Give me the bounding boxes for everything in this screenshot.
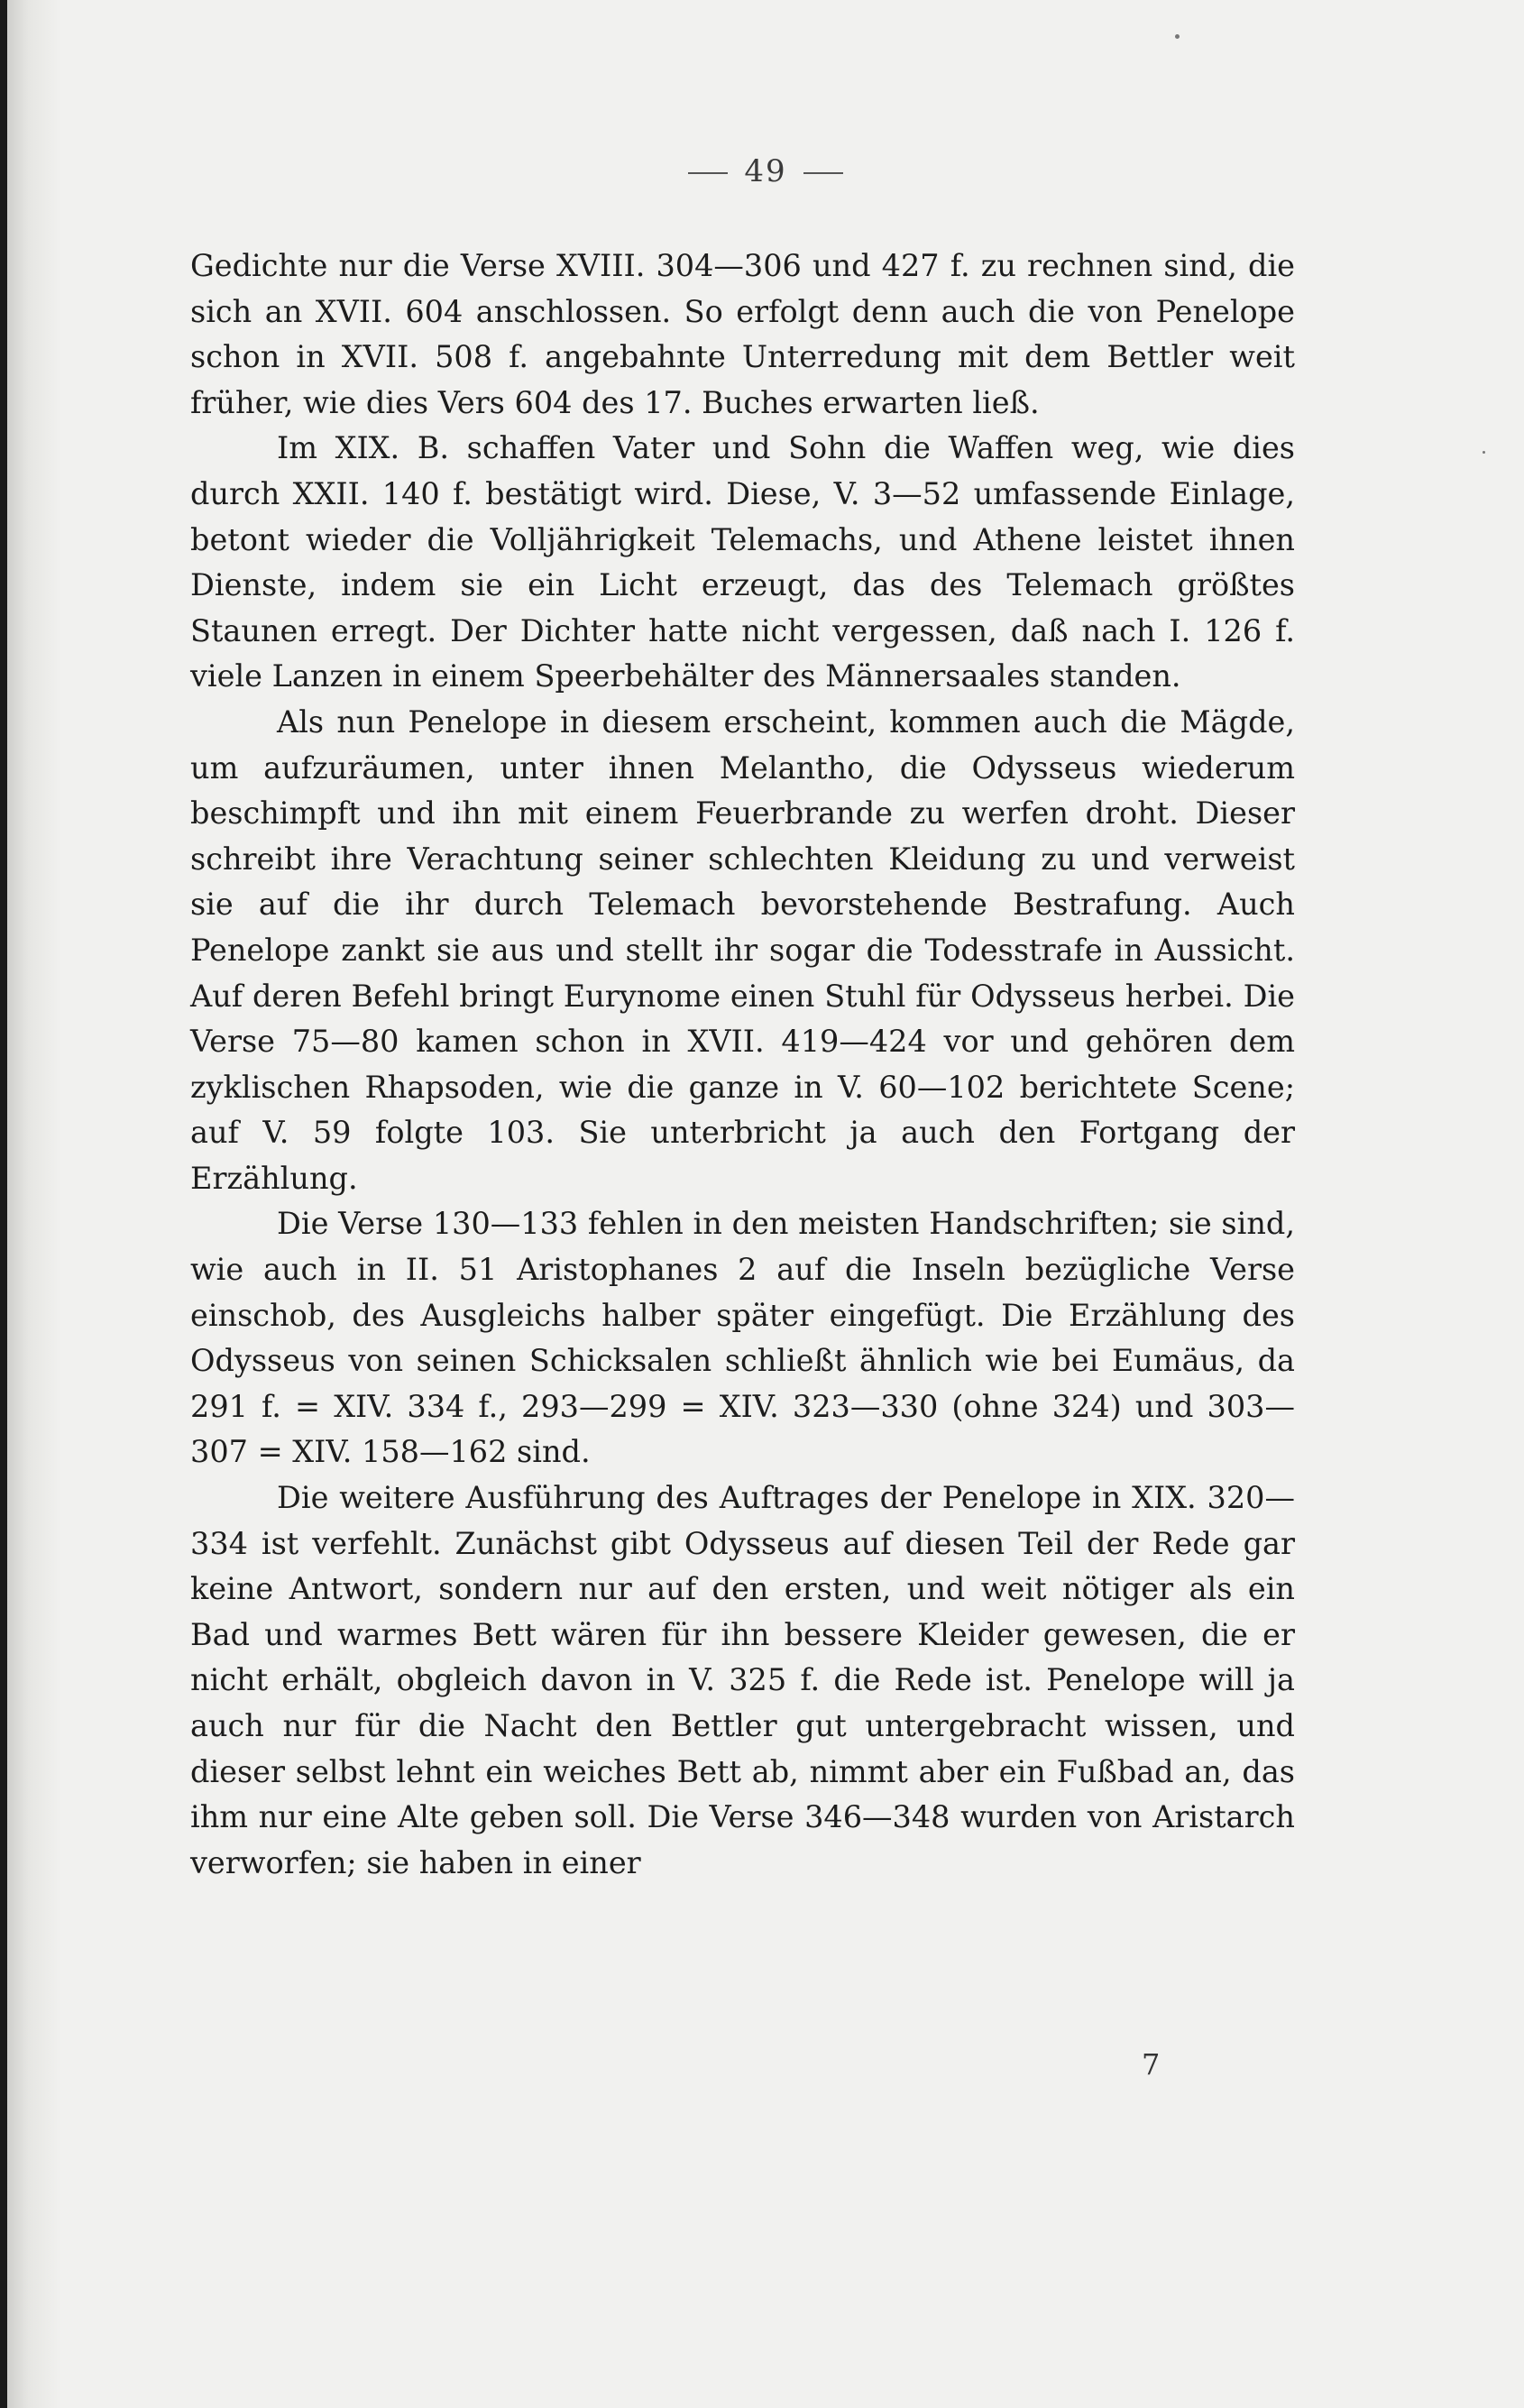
book-page — [7, 0, 1524, 2408]
header-dash-left — [688, 172, 728, 174]
dust-speck — [1175, 34, 1180, 39]
dust-speck — [1483, 451, 1485, 454]
paragraph-2: Im XIX. B. schaffen Vater und Sohn die Waffen weg, wie dies durch XXII. 140 f. bestätigt wird. Diese, V. 3—52 umfassende Einlage, betont wieder die Volljährigkeit Telemachs, und Athene leistet ihnen Dienste, indem sie ein Licht erzeugt, das des Telemach größtes Staunen erregt. Der Dichter hatte nicht vergessen, daß nach I. 126 f. viele Lanzen in einem Speerbehälter des Männersaales standen. — [190, 430, 1295, 694]
header-dash-right — [803, 172, 843, 174]
page-header — [7, 153, 1524, 189]
paragraph-3: Als nun Penelope in diesem erscheint, kommen auch die Mägde, um aufzuräumen, unter ihnen Melantho, die Odysseus wiederum beschimpft und ihn mit einem Feuerbrande zu werfen droht. Dieser schreibt ihre Verachtung seiner schlechten Kleidung zu und verweist sie auf die ihr durch Telemach bevorstehende Bestrafung. Auch Penelope zankt sie aus und stellt ihr sogar die Todesstrafe in Aussicht. Auf deren Befehl bringt Eurynome einen Stuhl für Odysseus herbei. Die Verse 75—80 kamen schon in XVII. 419—424 vor und gehören dem zyklischen Rhapsoden, wie die ganze in V. 60—102 berichtete Scene; auf V. 59 folgte 103. Sie unterbricht ja auch den Fortgang der Erzählung. — [190, 703, 1295, 1196]
page-number: 49 — [744, 153, 787, 189]
signature-mark: 7 — [1142, 2047, 1161, 2082]
paragraph-5: Die weitere Ausführung des Auftrages der Penelope in XIX. 320—334 ist verfehlt. Zunächst gibt Odysseus auf diesen Teil der Rede gar keine Antwort, sondern nur auf den ersten, und weit nötiger als ein Bad und warmes Bett wären für ihn bessere Kleider gewesen, die er nicht erhält, obgleich davon in V. 325 f. die Rede ist. Penelope will ja auch nur für die Nacht den Bettler gut untergebracht wissen, und dieser selbst lehnt ein weiches Bett ab, nimmt aber ein Fußbad an, das ihm nur eine Alte geben soll. Die Verse 346—348 wurden von Aristarch verworfen; sie haben in einer — [190, 1480, 1295, 1880]
paragraph-4: Die Verse 130—133 fehlen in den meisten Handschriften; sie sind, wie auch in II. 51 Aristophanes 2 auf die Inseln bezügliche Verse einschob, des Ausgleichs halber später eingefügt. Die Erzählung des Odysseus von seinen Schicksalen schließt ähnlich wie bei Eumäus, da 291 f. = XIV. 334 f., 293—299 = XIV. 323—330 (ohne 324) und 303—307 = XIV. 158—162 sind. — [190, 1206, 1295, 1470]
body-text — [190, 244, 1295, 1886]
paragraph-1: Gedichte nur die Verse XVIII. 304—306 und 427 f. zu rechnen sind, die sich an XVII. 604 anschlossen. So erfolgt denn auch die von Penelope schon in XVII. 508 f. angebahnte Unterredung mit dem Bettler weit früher, wie dies Vers 604 des 17. Buches erwarten ließ. — [190, 248, 1295, 420]
page-gutter-shadow — [7, 0, 61, 2408]
